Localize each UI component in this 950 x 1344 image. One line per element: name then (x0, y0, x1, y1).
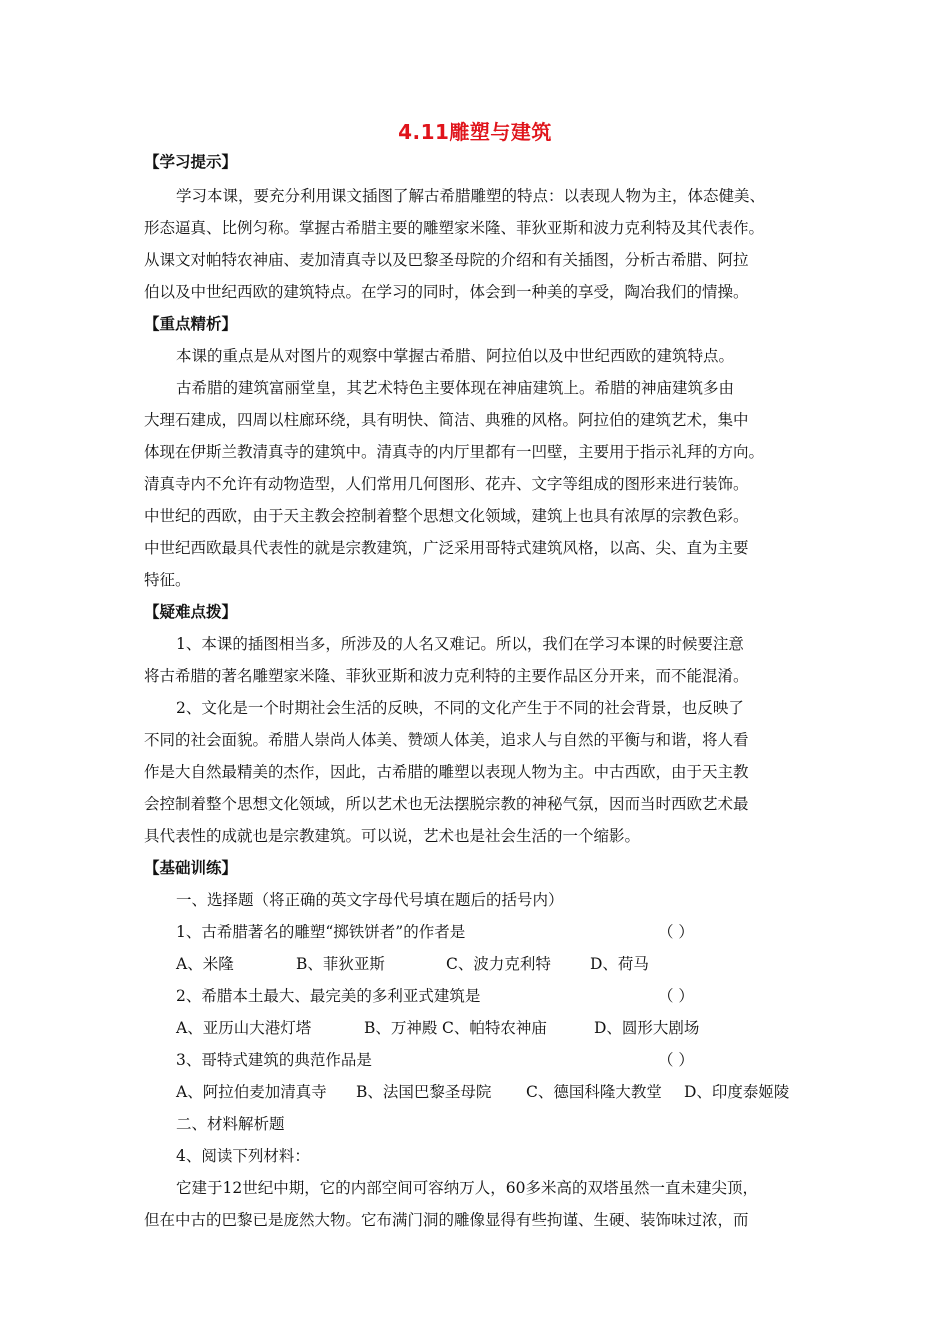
paragraph-line: 体现在伊斯兰教清真寺的建筑中。清真寺的内厅里都有一凹壁，主要用于指示礼拜的方向。 (144, 443, 765, 461)
section-heading-study-tips: 【学习提示】 (144, 153, 238, 171)
option: D、荷马 (590, 955, 649, 973)
paragraph-line: 不同的社会面貌。希腊人崇尚人体美、赞颂人体美，追求人与自然的平衡与和谐，将人看 (144, 731, 749, 749)
paragraph-line: 会控制着整个思想文化领域，所以艺术也无法摆脱宗教的神秘气氛，因而当时西欧艺术最 (144, 795, 749, 813)
question-4: 4、阅读下列材料： (176, 1147, 310, 1165)
answer-blank: （ ） (658, 1051, 694, 1069)
question-2: 2、希腊本土最大、最完美的多利亚式建筑是 (176, 987, 481, 1005)
paragraph-line: 从课文对帕特农神庙、麦加清真寺以及巴黎圣母院的介绍和有关插图，分析古希腊、阿拉 (144, 251, 749, 269)
paragraph-line: 本课的重点是从对图片的观察中掌握古希腊、阿拉伯以及中世纪西欧的建筑特点。 (176, 347, 735, 365)
paragraph-line: 2、文化是一个时期社会生活的反映，不同的文化产生于不同的社会背景，也反映了 (176, 699, 744, 717)
option: B、菲狄亚斯 (296, 955, 385, 973)
option: A、亚历山大港灯塔 (176, 1019, 312, 1037)
answer-blank: （ ） (658, 987, 694, 1005)
option: C、帕特农神庙 (442, 1019, 547, 1037)
part-heading-material: 二、材料解析题 (176, 1115, 285, 1133)
option: C、波力克利特 (446, 955, 551, 973)
page-title: 4.11雕塑与建筑 (398, 120, 552, 144)
question-1: 1、古希腊著名的雕塑“掷铁饼者”的作者是 (176, 923, 466, 941)
paragraph-line: 清真寺内不允许有动物造型，人们常用几何图形、花卉、文字等组成的图形来进行装饰。 (144, 475, 749, 493)
paragraph-line: 具代表性的成就也是宗教建筑。可以说，艺术也是社会生活的一个缩影。 (144, 827, 641, 845)
option: C、德国科隆大教堂 (526, 1083, 662, 1101)
option: B、万神殿 (364, 1019, 438, 1037)
part-heading-choice: 一、选择题（将正确的英文字母代号填在题后的括号内） (176, 891, 564, 909)
section-heading-difficulties: 【疑难点拨】 (144, 603, 238, 621)
option: D、印度泰姬陵 (684, 1083, 790, 1101)
paragraph-line: 将古希腊的著名雕塑家米隆、菲狄亚斯和波力克利特的主要作品区分开来，而不能混淆。 (144, 667, 749, 685)
paragraph-line: 1、本课的插图相当多，所涉及的人名又难记。所以，我们在学习本课的时候要注意 (176, 635, 744, 653)
option: D、圆形大剧场 (594, 1019, 700, 1037)
paragraph-line: 学习本课，要充分利用课文插图了解古希腊雕塑的特点：以表现人物为主，体态健美、 (176, 187, 766, 205)
material-line: 它建于12世纪中期，它的内部空间可容纳万人，60多米高的双塔虽然一直未建尖顶， (176, 1179, 758, 1197)
option: A、米隆 (176, 955, 234, 973)
paragraph-line: 伯以及中世纪西欧的建筑特点。在学习的同时，体会到一种美的享受，陶冶我们的情操。 (144, 283, 749, 301)
paragraph-line: 中世纪西欧最具代表性的就是宗教建筑，广泛采用哥特式建筑风格，以高、尖、直为主要 (144, 539, 749, 557)
material-line: 但在中古的巴黎已是庞然大物。它布满门洞的雕像显得有些拘谨、生硬、装饰味过浓，而 (144, 1211, 749, 1229)
option: A、阿拉伯麦加清真寺 (176, 1083, 327, 1101)
question-3: 3、哥特式建筑的典范作品是 (176, 1051, 372, 1069)
paragraph-line: 大理石建成，四周以柱廊环绕，具有明快、简洁、典雅的风格。阿拉伯的建筑艺术，集中 (144, 411, 749, 429)
paragraph-line: 形态逼真、比例匀称。掌握古希腊主要的雕塑家米隆、菲狄亚斯和波力克利特及其代表作。 (144, 219, 765, 237)
paragraph-line: 古希腊的建筑富丽堂皇，其艺术特色主要体现在神庙建筑上。希腊的神庙建筑多由 (176, 379, 735, 397)
section-heading-key-points: 【重点精析】 (144, 315, 238, 333)
answer-blank: （ ） (658, 923, 694, 941)
option: B、法国巴黎圣母院 (356, 1083, 492, 1101)
section-heading-basic-training: 【基础训练】 (144, 859, 238, 877)
paragraph-line: 作是大自然最精美的杰作，因此，古希腊的雕塑以表现人物为主。中古西欧，由于天主教 (144, 763, 749, 781)
paragraph-line: 特征。 (144, 571, 191, 589)
paragraph-line: 中世纪的西欧，由于天主教会控制着整个思想文化领域，建筑上也具有浓厚的宗教色彩。 (144, 507, 749, 525)
